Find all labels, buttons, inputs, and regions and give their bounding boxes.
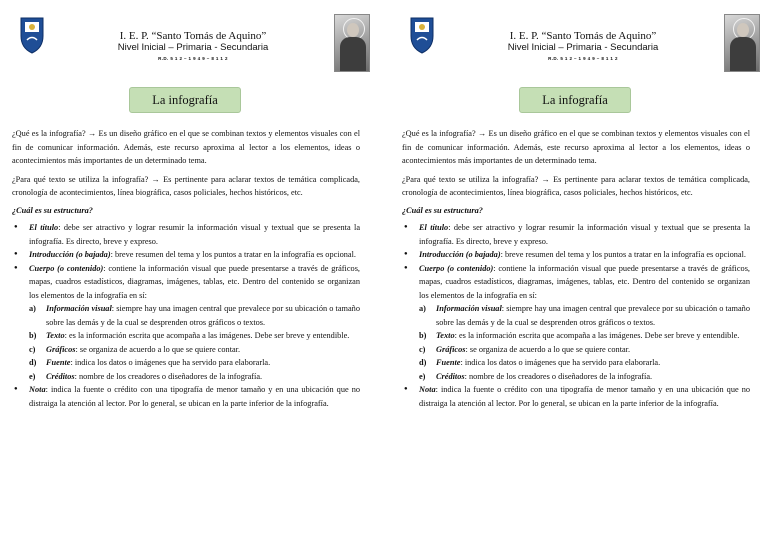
sub-letter: a) (29, 304, 36, 313)
sub-term: Texto (46, 331, 65, 340)
handout-left (12, 0, 372, 543)
list-item (12, 262, 360, 384)
item-text: : debe ser atractivo y lograr resumir la información visual y textual que se presenta la infografía. Es directo, breve y expreso. (419, 223, 750, 246)
sub-item (419, 356, 750, 370)
item-text: : breve resumen del tema y los puntos a tratar en la infografía es opcional. (500, 250, 746, 259)
resolution-number: R.D. 5 1 2 – 1 9 4 9 – 8 1 1 2 (548, 55, 618, 61)
content (12, 127, 360, 410)
saint-portrait-icon (334, 14, 370, 72)
item-text: : indica la fuente o crédito con una tipografía de menor tamaño y en una ubicación que no distraiga la atención al lector. Por lo general, se ubican en la parte inferior de la infografía. (419, 385, 750, 408)
handout-right (402, 0, 762, 543)
list-item (402, 383, 750, 410)
sub-term: Gráficos (436, 344, 466, 354)
structure-question: ¿Cuál es su estructura? (12, 205, 93, 215)
item-text: : contiene la información visual que puede presentarse a través de gráficos, mapas, cuadros estadísticos, diagramas, imágenes, tablas, etc. Dentro del contenido se organizan los elementos de la infografía en sí: (419, 263, 750, 300)
sub-text: : indica los datos o imágenes que ha servido para elaborarla. (70, 358, 271, 367)
sub-letter: b) (29, 331, 37, 340)
item-text: : indica la fuente o crédito con una tipografía de menor tamaño y en una ubicación que no distraiga la atención al lector. Por lo general, se ubican en la parte inferior de la infografía. (29, 385, 360, 408)
item-text: : breve resumen del tema y los puntos a tratar en la infografía es opcional. (110, 250, 356, 259)
sub-letter: c) (419, 344, 426, 354)
structure-list (12, 221, 360, 410)
item-term: Nota (419, 385, 436, 394)
sub-item (419, 302, 750, 329)
page-title: La infografía (129, 87, 241, 113)
sub-term: Créditos (46, 371, 75, 381)
sub-item (29, 356, 360, 370)
item-term: Introducción (o bajada) (29, 250, 111, 259)
sub-letter: e) (419, 371, 426, 381)
school-levels: Nivel Inicial – Primaria - Secundaria (507, 41, 659, 53)
sub-text: : se organiza de acuerdo a lo que se quiere contar. (465, 344, 631, 354)
school-crest-icon (18, 14, 46, 54)
list-item (402, 262, 750, 384)
intro-why: ¿Para qué texto se utiliza la infografía? → Es pertinente para aclarar textos de temática complicada, cronología de acontecimientos, línea biográfica, casos policiales, hechos históricos, etc. (12, 174, 360, 197)
sub-term: Fuente (436, 358, 461, 367)
sub-list (419, 302, 750, 383)
sub-item (419, 370, 750, 384)
sub-text: : siempre hay una imagen central que prevalece por su ubicación o tamaño sobre las demás y de la cual se desprenden otros gráficos o textos. (46, 304, 360, 327)
resolution-number: R.D. 5 1 2 – 1 9 4 9 – 8 1 1 2 (158, 55, 228, 61)
sub-text: : indica los datos o imágenes que ha servido para elaborarla. (460, 358, 661, 367)
sub-letter: a) (419, 304, 426, 313)
sub-letter: d) (419, 358, 427, 367)
sub-text: : nombre de los creadores o diseñadores de la infografía. (464, 371, 653, 381)
sub-text: : siempre hay una imagen central que prevalece por su ubicación o tamaño sobre las demás y de la cual se desprenden otros gráficos o textos. (436, 304, 750, 327)
sub-item (29, 370, 360, 384)
sub-term: Créditos (436, 371, 465, 381)
page-title: La infografía (519, 87, 631, 113)
sub-item (29, 302, 360, 329)
school-levels: Nivel Inicial – Primaria - Secundaria (117, 41, 269, 53)
item-term: Introducción (o bajada) (419, 250, 501, 259)
sub-term: Texto (436, 331, 455, 340)
sub-item (419, 329, 750, 343)
school-header (448, 30, 718, 61)
sub-letter: c) (29, 344, 36, 354)
school-header (58, 30, 328, 61)
structure-question: ¿Cuál es su estructura? (402, 205, 483, 215)
school-name: I. E. P. “Santo Tomás de Aquino” (119, 30, 267, 42)
item-term: Cuerpo (o contenido) (419, 263, 494, 273)
item-text: : debe ser atractivo y lograr resumir la información visual y textual que se presenta la infografía. Es directo, breve y expreso. (29, 223, 360, 246)
sub-term: Información visual (436, 304, 502, 313)
sub-term: Información visual (46, 304, 112, 313)
item-term: El título (29, 223, 59, 232)
intro-what: ¿Qué es la infografía? → Es un diseño gráfico en el que se combinan textos y elementos visuales con el fin de comunicar información. Además, este recurso aproxima al lector a los elementos, ideas o acontecimientos más importantes de un determinado tema. (12, 129, 360, 165)
sub-term: Gráficos (46, 344, 76, 354)
item-text: : contiene la información visual que puede presentarse a través de gráficos, mapas, cuadros estadísticos, diagramas, imágenes, tablas, etc. Dentro del contenido se organizan los elementos de la infografía en sí: (29, 263, 360, 300)
sub-letter: e) (29, 371, 36, 381)
sub-item (29, 343, 360, 357)
school-name: I. E. P. “Santo Tomás de Aquino” (509, 30, 657, 42)
sub-letter: d) (29, 358, 37, 367)
intro-why: ¿Para qué texto se utiliza la infografía? → Es pertinente para aclarar textos de temática complicada, cronología de acontecimientos, línea biográfica, casos policiales, hechos históricos, etc. (402, 174, 750, 197)
sub-text: : se organiza de acuerdo a lo que se quiere contar. (75, 344, 241, 354)
item-term: El título (419, 223, 449, 232)
list-item (402, 221, 750, 248)
school-crest-icon (408, 14, 436, 54)
sub-letter: b) (419, 331, 427, 340)
content (402, 127, 750, 410)
sub-text: : nombre de los creadores o diseñadores de la infografía. (74, 371, 263, 381)
sub-text: : es la información escrita que acompaña a las imágenes. Debe ser breve y entendible. (64, 331, 350, 340)
list-item (12, 221, 360, 248)
structure-list (402, 221, 750, 410)
sub-term: Fuente (46, 358, 71, 367)
list-item (402, 248, 750, 262)
sub-item (29, 329, 360, 343)
sub-text: : es la información escrita que acompaña a las imágenes. Debe ser breve y entendible. (454, 331, 740, 340)
list-item (12, 383, 360, 410)
sub-list (29, 302, 360, 383)
item-term: Nota (29, 385, 46, 394)
intro-what: ¿Qué es la infografía? → Es un diseño gráfico en el que se combinan textos y elementos visuales con el fin de comunicar información. Además, este recurso aproxima al lector a los elementos, ideas o acontecimientos más importantes de un determinado tema. (402, 129, 750, 165)
sub-item (419, 343, 750, 357)
saint-portrait-icon (724, 14, 760, 72)
list-item (12, 248, 360, 262)
item-term: Cuerpo (o contenido) (29, 263, 104, 273)
